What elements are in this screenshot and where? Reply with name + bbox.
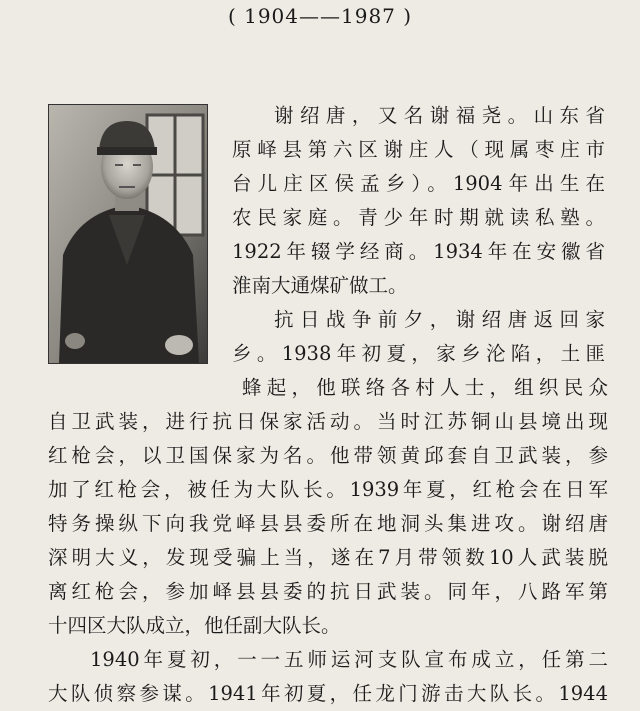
portrait-photo [48, 104, 208, 364]
text-line: 红枪会，以卫国保家为名。他带领黄邱套自卫武装，参 [48, 444, 608, 467]
text-line: 乡。1938年初夏，家乡沦陷，土匪 [232, 342, 605, 365]
text-line: 1940年夏初，一一五师运河支队宣布成立，任第二 [90, 648, 608, 671]
text-line: 蜂起，他联络各村人士，组织民众 [242, 376, 608, 399]
text-line: 抗日战争前夕，谢绍唐返回家 [274, 308, 605, 331]
text-line: 谢绍唐，又名谢福尧。山东省 [274, 104, 605, 127]
text-line: 离红枪会，参加峄县县委的抗日武装。同年，八路军第 [48, 580, 608, 603]
text-line: 淮南大通煤矿做工。 [232, 274, 408, 297]
text-line: 十四区大队成立，他任副大队长。 [48, 614, 341, 637]
text-line: 台儿庄区侯孟乡）。1904年出生在 [232, 172, 605, 195]
text-line: 加了红枪会，被任为大队长。1939年夏，红枪会在日军 [48, 478, 608, 501]
text-line: 1922年辍学经商。1934年在安徽省 [232, 240, 605, 263]
text-line: 大队侦察参谋。1941年初夏，任龙门游击大队长。1944 [48, 682, 608, 705]
life-dates: ( 1904——1987 ) [227, 4, 413, 28]
text-line: 原峄县第六区谢庄人（现属枣庄市 [232, 138, 605, 161]
text-line: 深明大义，发现受骗上当，遂在7月带领数10人武装脱 [48, 546, 608, 569]
text-line: 特务操纵下向我党峄县县委所在地洞头集进攻。谢绍唐 [48, 512, 608, 535]
text-line: 农民家庭。青少年时期就读私塾。 [232, 206, 605, 229]
text-line: 自卫武装，进行抗日保家活动。当时江苏铜山县境出现 [48, 410, 608, 433]
